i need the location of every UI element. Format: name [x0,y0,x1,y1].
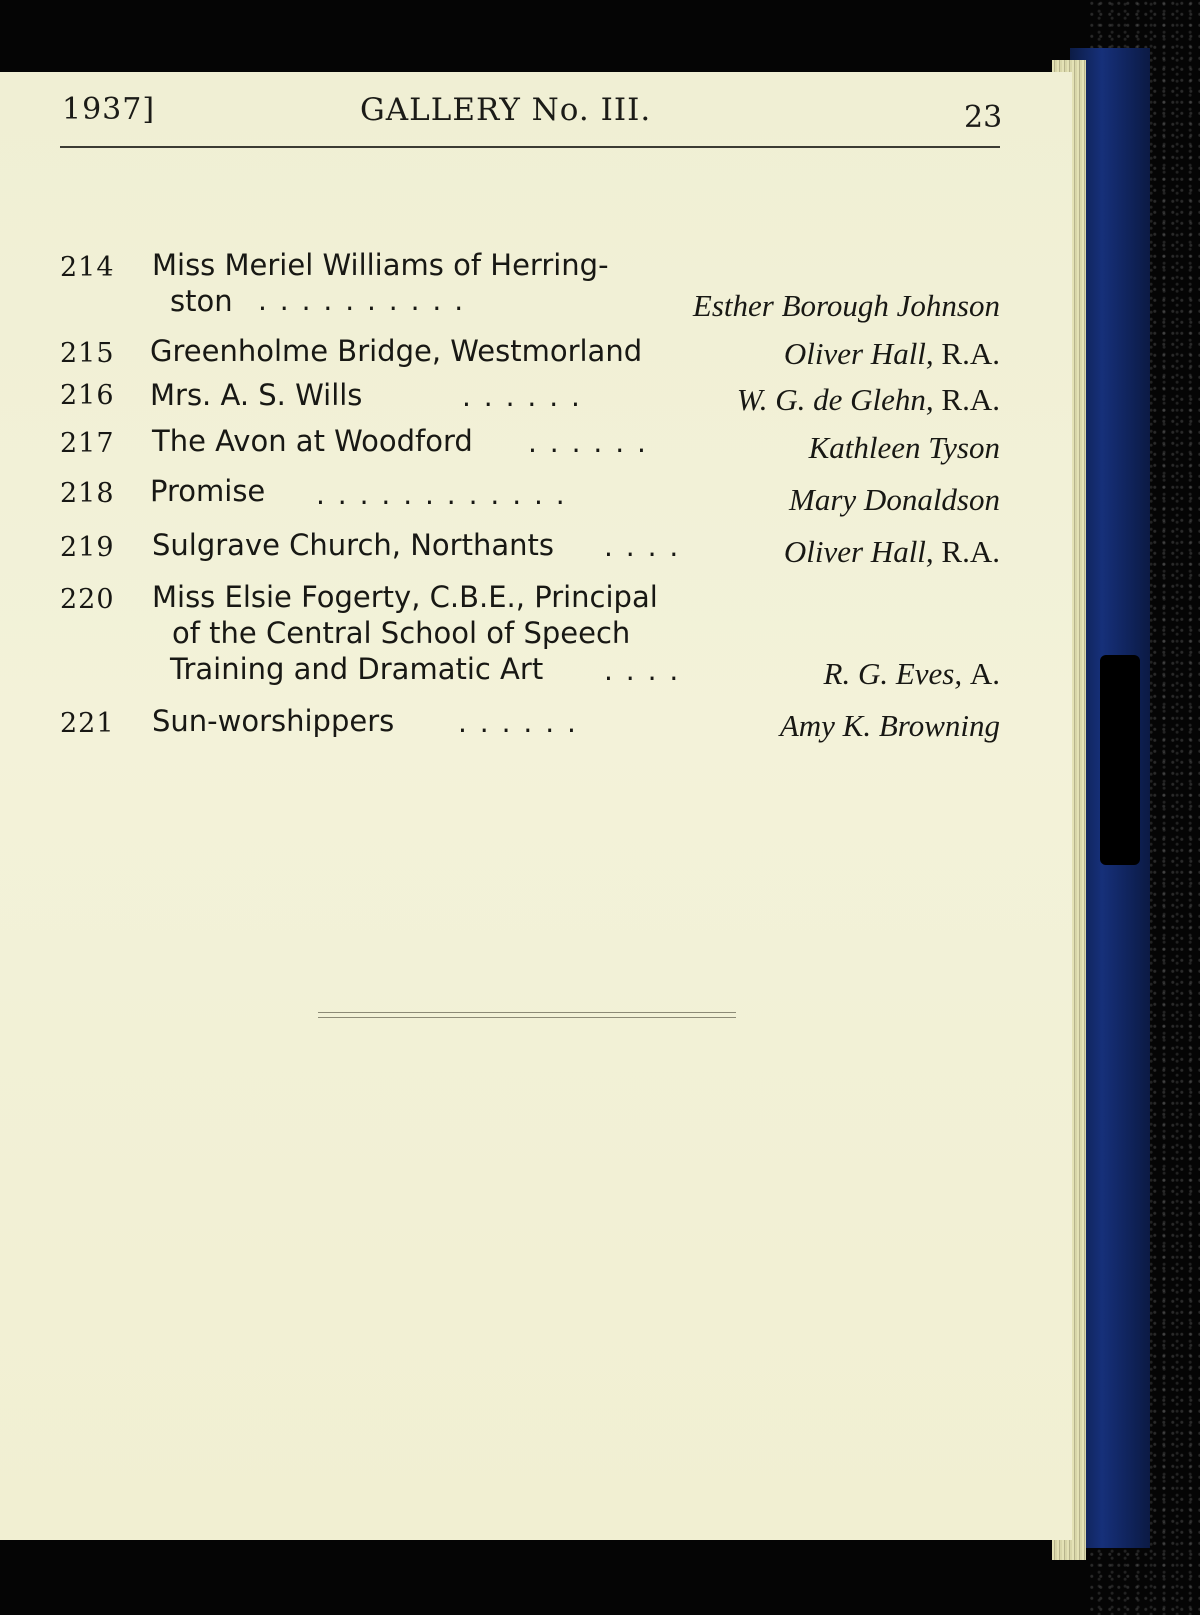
entry-number: 217 [60,428,115,459]
entry-title-continued: ston [170,284,233,318]
entry-artist: W. G. de Glehn, R.A. [736,382,1000,417]
running-head [0,92,1003,135]
dot-leader: . . . . [604,654,681,687]
dot-leader: . . . . . . . . . . . . [316,478,567,511]
artist-honour: R.A. [941,534,1000,569]
entry-title: Sulgrave Church, Northants [152,528,554,562]
entry-title: The Avon at Woodford [152,424,473,458]
artist-honour: A. [969,656,1000,691]
entry-title: Promise [150,474,266,508]
entry-number: 220 [60,584,115,615]
entry-title-continued: of the Central School of Speech [172,616,631,650]
page-number: 23 [964,100,1003,135]
dot-leader: . . . . . . [458,706,578,739]
entry-number: 219 [60,532,115,563]
dot-leader: . . . . [604,530,681,563]
entry-number: 215 [60,338,115,369]
entry-title: Mrs. A. S. Wills [150,378,363,412]
entry-title: Sun-worshippers [152,704,395,738]
entry-title-continued: Training and Dramatic Art [170,652,544,686]
artist-honour: R.A. [941,382,1000,417]
entry-number: 218 [60,478,115,509]
entry-title: Greenholme Bridge, Westmorland [150,334,643,368]
header-rule [60,146,1000,148]
entry-number: 216 [60,380,115,411]
entry-number: 221 [60,708,115,739]
entry-artist: Oliver Hall, R.A. [783,336,1000,371]
entry-artist: R. G. Eves, A. [823,656,1000,691]
entry-artist: Amy K. Browning [779,708,1000,743]
dot-leader: . . . . . . [462,380,582,413]
entry-artist: Esther Borough Johnson [692,288,1000,323]
dot-leader: . . . . . . [528,426,648,459]
entry-artist: Oliver Hall, R.A. [783,534,1000,569]
entry-title: Miss Elsie Fogerty, C.B.E., Principal [152,580,658,614]
entry-artist: Kathleen Tyson [808,430,1000,465]
entry-artist: Mary Donaldson [789,482,1000,517]
dot-leader: . . . . . . . . . . [258,284,466,317]
artist-honour: R.A. [941,336,1000,371]
running-head-year: 1937] [62,92,156,127]
entry-number: 214 [60,252,115,283]
entry-title: Miss Meriel Williams of Herring- [152,248,609,282]
page-title: GALLERY No. III. [360,92,652,128]
section-end-rule [318,1012,736,1018]
cover-clasp [1100,655,1140,865]
